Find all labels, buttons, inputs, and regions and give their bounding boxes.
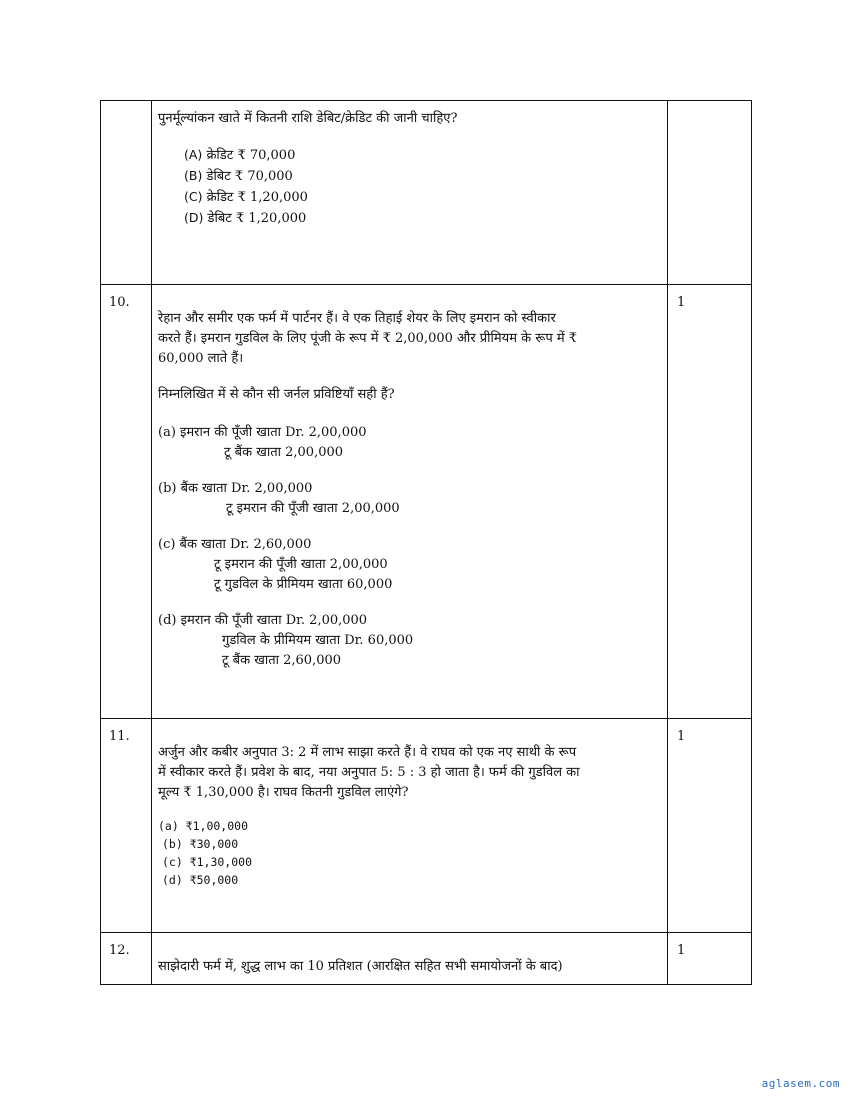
question-row-11 xyxy=(101,719,752,933)
question-number: 12. xyxy=(109,943,130,958)
question-number-cell xyxy=(101,101,152,285)
option-c: (c) ₹1,30,000 xyxy=(162,855,253,869)
option-b: (b) बैंक खाता Dr. 2,00,000 टू इमरान की पूँजी खाता 2,00,000 xyxy=(158,481,400,516)
marks-cell xyxy=(668,719,752,933)
option-a: (a) इमरान की पूँजी खाता Dr. 2,00,000 टू बैंक खाता 2,00,000 xyxy=(158,425,367,460)
footer-watermark: aglasem.com xyxy=(761,1077,840,1090)
question-number-cell xyxy=(101,285,152,719)
question-body-cell xyxy=(152,719,668,933)
options-list xyxy=(152,803,667,889)
option-b: (b) ₹30,000 xyxy=(162,837,239,851)
questions-table xyxy=(100,100,752,985)
option-c: (C) क्रेडिट ₹ 1,20,000 xyxy=(184,189,308,205)
marks-value: 1 xyxy=(677,295,686,310)
option-d: (D) डेबिट ₹ 1,20,000 xyxy=(184,210,307,226)
question-body-cell xyxy=(152,101,668,285)
question-number-cell xyxy=(101,933,152,985)
question-row-9 xyxy=(101,101,752,285)
question-number: 10. xyxy=(109,295,130,310)
question-row-10 xyxy=(101,285,752,719)
option-a: (A) क्रेडिट ₹ 70,000 xyxy=(184,147,296,163)
question-row-12 xyxy=(101,933,752,985)
question-number: 11. xyxy=(109,729,130,744)
marks-cell xyxy=(668,933,752,985)
marks-value: 1 xyxy=(677,729,686,744)
question-body-cell xyxy=(152,933,668,985)
marks-cell xyxy=(668,101,752,285)
marks-value: 1 xyxy=(677,943,686,958)
option-d: (d) ₹50,000 xyxy=(162,873,239,887)
question-text: अर्जुन और कबीर अनुपात 3: 2 में लाभ साझा करते हैं। वे राघव को एक नए साथी के रूप में स्वीकार करते हैं। प्रवेश के बाद, नया अनुपात 5: 5 : 3 हो जाता है। फर्म की गुडविल का मूल्य ₹ 1,30,000 है। राघव कितनी गुडविल लाएंगे? xyxy=(158,745,580,800)
marks-cell xyxy=(668,285,752,719)
question-text: रेहान और समीर एक फर्म में पार्टनर हैं। वे एक तिहाई शेयर के लिए इमरान को स्वीकार करते हैं। इमरान गुडविल के लिए पूंजी के रूप में ₹ 2,00,000 और प्रीमियम के रूप में ₹ 60,000 लाते हैं। xyxy=(158,311,578,366)
question-text: पुनर्मूल्यांकन खाते में कितनी राशि डेबिट/क्रेडिट की जानी चाहिए? xyxy=(158,111,458,126)
question-number-cell xyxy=(101,719,152,933)
question-body-cell xyxy=(152,285,668,719)
options-list xyxy=(152,129,667,229)
option-d: (d) इमरान की पूँजी खाता Dr. 2,00,000 गुडविल के प्रीमियम खाता Dr. 60,000 टू बैंक खाता 2,60,000 xyxy=(158,613,414,668)
option-a: (a) ₹1,00,000 xyxy=(158,819,249,833)
option-c: (c) बैंक खाता Dr. 2,60,000 टू इमरान की पूँजी खाता 2,00,000 टू गुडविल के प्रीमियम खाता 60,000 xyxy=(158,537,393,592)
question-prompt: निम्नलिखित में से कौन सी जर्नल प्रविष्टियाँ सही हैं? xyxy=(158,387,395,402)
option-b: (B) डेबिट ₹ 70,000 xyxy=(184,168,293,184)
question-text: साझेदारी फर्म में, शुद्ध लाभ का 10 प्रतिशत (आरक्षित सहित सभी समायोजनों के बाद) xyxy=(158,959,563,974)
